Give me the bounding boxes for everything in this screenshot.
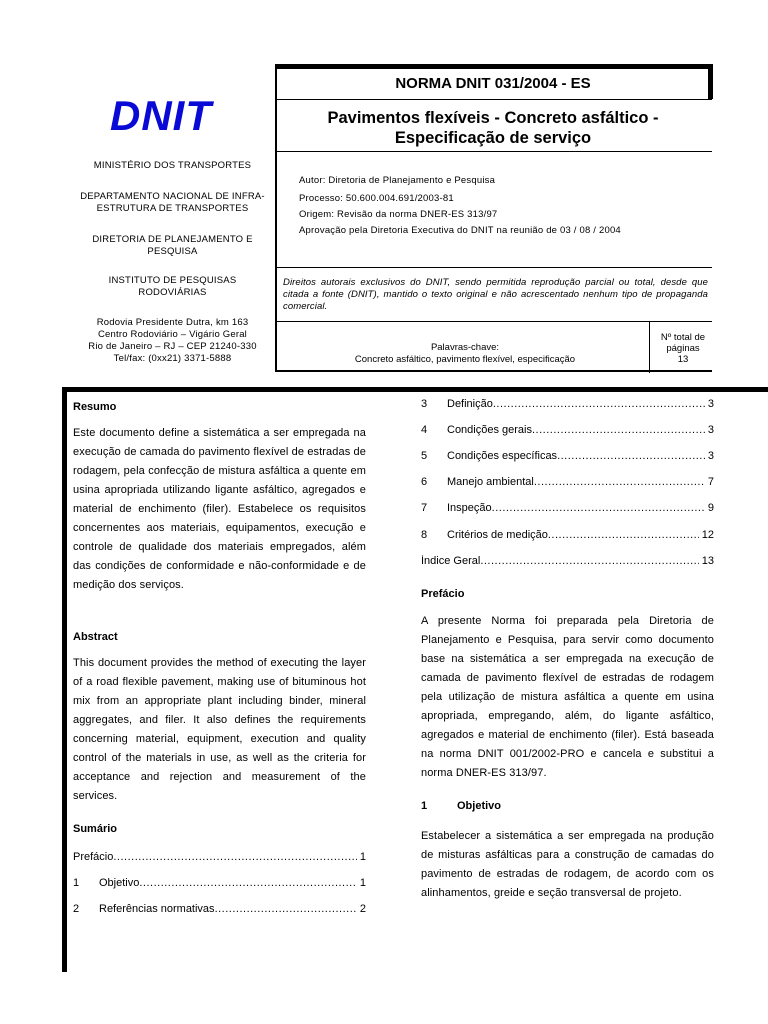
org-instituto: INSTITUTO DE PESQUISAS RODOVIÁRIAS	[108, 275, 237, 298]
toc-page: 3	[707, 398, 714, 410]
abstract-text: This document provides the method of executing the layer of a road flexible pavement, making use of bituminous hot mix from an appropriate plant including binder, mineral aggregates, and filer. It also defines the requirements concerning material, equipment, execution and quality control of the materials in use, as well as the criteria for acceptance and rejection and measurement of the services.	[73, 657, 366, 802]
prefacio-heading: Prefácio	[421, 588, 465, 600]
toc-item[interactable]	[421, 555, 714, 567]
objetivo-number: 1	[421, 800, 428, 812]
toc-number: 6	[421, 476, 428, 488]
numero-paginas-label: Nº total de páginas	[660, 332, 706, 354]
address-line: Rodovia Presidente Dutra, km 163	[96, 317, 249, 328]
toc-label: Definição	[447, 398, 493, 410]
prefacio-text: A presente Norma foi preparada pela Diretoria de Planejamento e Pesquisa, para servir como documento base na sistemática a ser empregada na execução de camada de pavimento flexível de estradas de rodagem pela utilização de mistura asfáltica a quente em usina apropriada, empregando, além, do ligante asfáltico, agregados e material de enchimento (filer). Está baseada na norma DNIT 001/2002-PRO e cancela e substitui a norma DNER-ES 313/97.	[421, 615, 714, 779]
toc-number: 1	[73, 877, 80, 889]
toc-page: 1	[359, 851, 366, 863]
palavras-chave	[285, 342, 645, 366]
toc-item[interactable]	[421, 502, 714, 514]
toc-item[interactable]	[421, 476, 714, 488]
org-ministerio: MINISTÉRIO DOS TRANSPORTES	[93, 160, 252, 171]
sumario-heading: Sumário	[73, 823, 118, 835]
org-departamento: DEPARTAMENTO NACIONAL DE INFRA- ESTRUTURA DE TRANSPORTES	[80, 191, 265, 214]
autor: Autor: Diretoria de Planejamento e Pesquisa	[299, 175, 496, 186]
numero-paginas	[652, 332, 714, 365]
palavras-chave-label: Palavras-chave:	[430, 342, 500, 353]
toc-number: 7	[421, 502, 428, 514]
resumo-text: Este documento define a sistemática a ser empregada na execução de camada do pavimento flexível de estradas de rodagem, pela confecção de mistura asfáltica a quente em usina apropriada utilizando ligante asfáltico, agregados e material de enchimento (filer). Estabelece os requisitos concernentes aos materiais, equipamentos, execução e controle de qualidade dos materiais empregados, além das condições de conformidade e não-conformidade e de medição dos serviços.	[73, 427, 366, 591]
toc-item[interactable]	[73, 851, 366, 863]
objetivo-heading: Objetivo	[457, 800, 502, 812]
body-frame-left	[62, 387, 67, 972]
toc-number: 8	[421, 529, 428, 541]
toc-page: 12	[701, 529, 714, 541]
address-line: Rio de Janeiro – RJ – CEP 21240-330	[88, 341, 257, 352]
body-frame-top	[62, 387, 768, 392]
norma-code: NORMA DNIT 031/2004 - ES	[395, 75, 591, 92]
abstract-heading: Abstract	[73, 631, 118, 643]
dnit-logo: DNIT	[110, 92, 212, 139]
aprovacao: Aprovação pela Diretoria Executiva do DNIT na reunião de 03 / 08 / 2004	[299, 225, 621, 236]
toc-item[interactable]	[421, 529, 714, 541]
toc-label: Referências normativas	[99, 903, 215, 915]
resumo-heading: Resumo	[73, 401, 117, 413]
toc-number: 4	[421, 424, 428, 436]
toc-page: 3	[707, 450, 714, 462]
toc-label: Manejo ambiental	[447, 476, 534, 488]
toc-page: 2	[359, 903, 366, 915]
org-diretoria: DIRETORIA DE PLANEJAMENTO E PESQUISA	[92, 234, 253, 257]
numero-paginas-value: 13	[677, 354, 689, 365]
toc-item[interactable]	[73, 903, 366, 915]
toc-label: Condições gerais	[447, 424, 532, 436]
toc-item[interactable]	[421, 424, 714, 436]
toc-label: Prefácio	[73, 851, 114, 863]
toc-page: 9	[707, 502, 714, 514]
toc-item[interactable]	[421, 450, 714, 462]
toc-label: Objetivo	[99, 877, 140, 889]
document-title	[278, 108, 708, 148]
toc-number: 3	[421, 398, 428, 410]
toc-label: Inspeção	[447, 502, 492, 514]
address	[70, 317, 275, 365]
toc-item[interactable]	[73, 877, 366, 889]
header-box-corner	[708, 64, 713, 99]
toc-label: Índice Geral	[421, 555, 481, 567]
palavras-chave-value: Concreto asfáltico, pavimento flexível, especificação	[354, 354, 576, 365]
address-line: Centro Rodoviário – Vigário Geral	[98, 329, 247, 340]
toc-page: 7	[707, 476, 714, 488]
toc-label: Condições específicas	[447, 450, 558, 462]
processo: Processo: 50.600.004.691/2003-81	[299, 193, 454, 204]
title-line: Pavimentos flexíveis - Concreto asfáltico -	[327, 109, 659, 127]
toc-page: 3	[707, 424, 714, 436]
objetivo-text: Estabelecer a sistemática a ser empregada na produção de misturas asfálticas para a construção de camadas do pavimento de estradas de rodagem, de acordo com os alinhamentos, greide e seção transversal de projeto.	[421, 830, 714, 899]
toc-item[interactable]	[421, 398, 714, 410]
toc-page: 13	[701, 555, 714, 567]
direitos-autorais: Direitos autorais exclusivos do DNIT, sendo permitida reprodução parcial ou total, desde que citada a fonte (DNIT), mantido o texto original e não acrescentado nenhum tipo de propaganda comercial.	[283, 277, 708, 312]
toc-number: 2	[73, 903, 80, 915]
title-line: Especificação de serviço	[394, 129, 592, 147]
toc-number: 5	[421, 450, 428, 462]
origem: Origem: Revisão da norma DNER-ES 313/97	[299, 209, 498, 220]
toc-label: Critérios de medição	[447, 529, 548, 541]
address-line: Tel/fax: (0xx21) 3371-5888	[113, 353, 232, 364]
toc-page: 1	[359, 877, 366, 889]
